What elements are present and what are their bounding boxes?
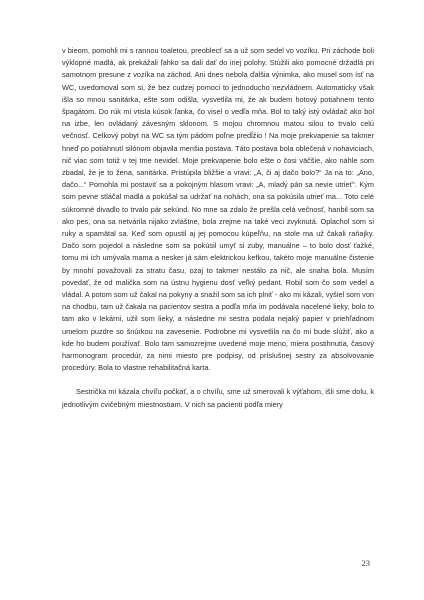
paragraph-2: Sestrička mi kázala chvíľu počkať, a o chvíľu, sme už smerovali k výťahom, išli sme dolu, k jednotlivým cvičebným miestnostiam. V nich sa pacienti podľa miery xyxy=(62,387,374,409)
body-text xyxy=(62,45,374,411)
page-number: 23 xyxy=(361,558,370,568)
paragraph-1: v bieom, pomohli mi s rannou toaletou, preoblecť sa a už som sedel vo vozíku. Pri záchode boli výklopné madlá, ak prekážali ľahko sa dali dať do inej polohy. Stúžili ako pomocné držadlá pri samotnom presune z vozíka na záchod. Ani dnes nebola ďalšia výnimka, ako musel som ísť na WC, uvedomoval som si, že bez cudzej pomoci to jednoducho nezvládnem. Automaticky však išla so mnou sanitárka, ešte som odišla, vysvetlila mi, že ak budem hotový potiahnem tento špagátom. Do rúk mi vtisla kúsok ľanka, čo visel o vedľa mňa. Bol to taký istý ovládač ako bol na izbe, len ovládaný závesným sklonom. S mojou chromnou matou silou to trvalo celú večnosť. Celkový pobyt na WC sa tým pádom poľne predĺžio ! Na moje prekvapenie sa takmer hneď po potiahnutí silónom objavila menšia postava. Táto postava bola oblečená v nohaviciach, nič viac som totiž v tej tme nevidel. Moje prekvapenie bolo ešte o čosi väčšie, ako náhle som zbadal, že je to žena, sanitárka. Pristúpila bližšie a vravi: „A, či aj dačo bolo?“ Ja na to: „Ano, dačo...“ Pomohla mi postaviť sa a pokojným hlasom vravi: „A, mladý pán sa nevie utrieť“. Kým som pevne stláčal madlá a pokúšal sa udržať na nohách, ona sa pokúsila utrieť ma... Toto celé súkromné divadlo to trvalo pár sekúnd. No mne sa zdalo že prešla celá večnosť, hanbil som sa ako pes, ona sa netvárila nijako zvláštne, bola zrejme na také veci zvyknutá. Oplachol som si ruky a spamätal sa. Keď som opustil aj jej pomocou kúpeľňu, na stole ma už čakali raňajky. Dačo som pojedol a následne som sa pokúsil umyť si zuby, manuálne – to bolo dosť ťažké, tomu mi ich umývala mama a nesker já sám elektrickou kefkou, takéto moje manuálne čistenie by mnohí považovali za stratu času, ozaj to takmer nestálo za nič, ale snaha bola. Musím povedať, že od malička som na ústnu hygienu dosť veľký pedant. Robil som čo som vedel a vládal. A potom som už čakal na pokyny a snažil som sa ich plniť - ako mi kázali, vyšiel som von na chodbu, tam už čakala na pacientov sestra a podľa mňa im podávala nacelené lieky, bolo to tam ako v lekárni, užil som lieky, a následne mi sestra podala nejaký papier v priehľadnom umelom puzdre so šnúrkou na zavesenie. Podrobne mi vysvetlila na čo mi bude slúžiť, ako a kde ho budem používať. Bolo tam samozrejme uvedené moje meno, miera postihnutia, časový harmonogram procedúr, za nimi miesto pre podpisy, od príslušnej sestry za absolvovanie procedúry. Bola to vlastne rehabilitačná karta. xyxy=(62,46,374,373)
